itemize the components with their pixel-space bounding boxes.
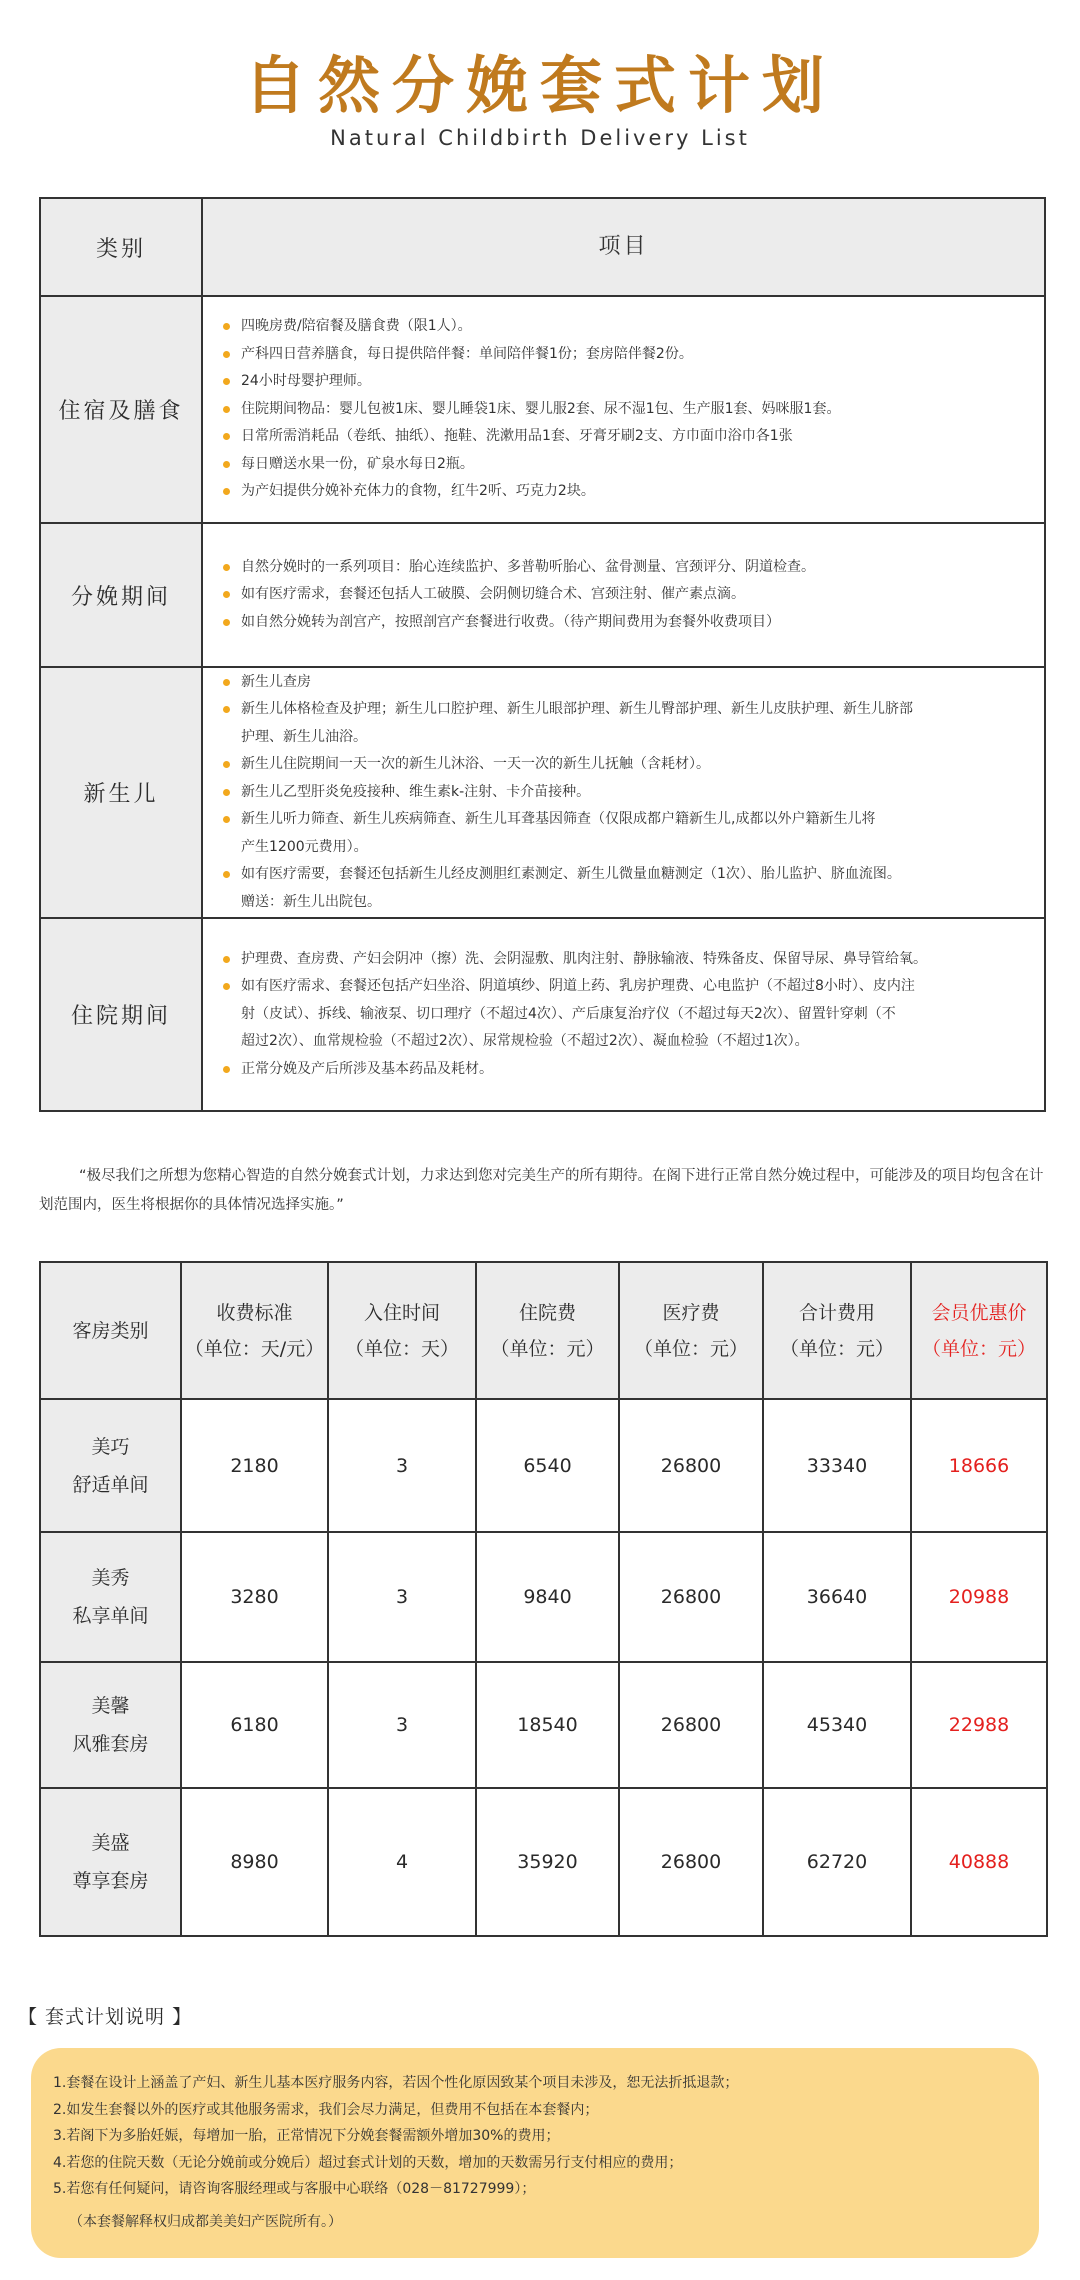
- services-table: [39, 197, 1046, 1112]
- medical-cell: 26800: [619, 1532, 763, 1662]
- list-item: 新生儿查房: [223, 669, 1024, 697]
- list-item: 如有医疗需要，套餐还包括新生儿经皮测胆红素测定、新生儿微量血糖测定（1次）、胎儿监护、脐血流图。: [223, 861, 1024, 889]
- stay-cell: 35920: [476, 1788, 619, 1936]
- column-header-line: （单位：天）: [344, 1337, 459, 1360]
- list-item: 新生儿体格检查及护理；新生儿口腔护理、新生儿眼部护理、新生儿臀部护理、新生儿皮肤护理、新生儿脐部: [223, 696, 1024, 724]
- page-title: 自然分娩套式计划: [243, 49, 836, 122]
- column-header: [181, 1262, 328, 1399]
- days-cell: 3: [328, 1532, 476, 1662]
- column-header-line: （单位：元）: [921, 1337, 1036, 1360]
- column-header-line: （单位：元）: [779, 1337, 894, 1360]
- room-type-line: 美馨: [91, 1695, 130, 1717]
- total-cell: 36640: [763, 1532, 911, 1662]
- column-header-line: 住院费: [518, 1301, 576, 1324]
- note-item: 1.套餐在设计上涵盖了产妇、新生儿基本医疗服务内容，若因个性化原因致某个项目未涉及，恕无法折抵退款；: [53, 2075, 739, 2091]
- member-cell: 18666: [911, 1399, 1047, 1532]
- list-item: 为产妇提供分娩补充体力的食物，红牛2听、巧克力2块。: [223, 478, 1024, 506]
- section-newborn: [41, 666, 1044, 917]
- days-cell: 4: [328, 1788, 476, 1936]
- list-item-continued: 射（皮试）、拆线、输液泵、切口理疗（不超过4次）、产后康复治疗仪（不超过每天2次）、留置针穿刺（不: [241, 1005, 896, 1022]
- column-header-line: 收费标准: [216, 1301, 293, 1324]
- note-item: 3.若阁下为多胎妊娠，每增加一胎，正常情况下分娩套餐需额外增加30%的费用；: [53, 2128, 560, 2144]
- section-hospital-stay: [41, 917, 1044, 1110]
- intro-quote: “极尽我们之所想为您精心智造的自然分娩套式计划，力求达到您对完美生产的所有期待。在阁下进行正常自然分娩过程中，可能涉及的项目均包含在计划范围内，医生将根据你的具体情况选择实施。”: [39, 1168, 1044, 1213]
- header-items: 项目: [203, 199, 1044, 295]
- list-item: 每日赠送水果一份，矿泉水每日2瓶。: [223, 451, 1024, 479]
- section-items: [203, 668, 1044, 917]
- page-subtitle: Natural Childbirth Delivery List: [330, 126, 750, 150]
- list-item: 住院期间物品：婴儿包被1床、婴儿睡袋1床、婴儿服2套、尿不湿1包、生产服1套、妈咪服1套。: [223, 396, 1024, 424]
- list-item: 新生儿听力筛查、新生儿疾病筛查、新生儿耳聋基因筛查（仅限成都户籍新生儿,成都以外户籍新生儿将: [223, 806, 1024, 834]
- list-item: 日常所需消耗品（卷纸、抽纸）、拖鞋、洗漱用品1套、牙膏牙刷2支、方巾面巾浴巾各1张: [223, 423, 1024, 451]
- column-header-line: （单位：元）: [490, 1337, 605, 1360]
- list-item: 如自然分娩转为剖宫产，按照剖宫产套餐进行收费。（待产期间费用为套餐外收费项目）: [223, 609, 1024, 637]
- column-header: [476, 1262, 619, 1399]
- total-cell: 45340: [763, 1662, 911, 1788]
- note-item: 4.若您的住院天数（无论分娩前或分娩后）超过套式计划的天数，增加的天数需另行支付相应的费用；: [53, 2154, 683, 2171]
- member-cell: 40888: [911, 1788, 1047, 1936]
- section-delivery: [41, 522, 1044, 666]
- total-cell: 62720: [763, 1788, 911, 1936]
- table-row: [40, 1788, 1047, 1936]
- stay-cell: 9840: [476, 1532, 619, 1662]
- days-cell: 3: [328, 1662, 476, 1788]
- section-accommodation: [41, 295, 1044, 522]
- column-header-line: 客房类别: [72, 1319, 149, 1342]
- room-type: [40, 1788, 181, 1936]
- note-item: 2.如发生套餐以外的医疗或其他服务需求，我们会尽力满足，但费用不包括在本套餐内；: [53, 2101, 599, 2118]
- list-item: 如有医疗需求，套餐还包括人工破膜、会阴侧切缝合术、宫颈注射、催产素点滴。: [223, 581, 1024, 609]
- medical-cell: 26800: [619, 1399, 763, 1532]
- section-category: 住宿及膳食: [41, 297, 203, 522]
- section-category: 住院期间: [41, 919, 203, 1110]
- table-row: [40, 1399, 1047, 1532]
- rate-cell: 3280: [181, 1532, 328, 1662]
- list-item: 四晚房费/陪宿餐及膳食费（限1人）。: [223, 313, 1024, 341]
- column-header-line: 合计费用: [798, 1301, 875, 1324]
- list-item-continued: 赠送：新生儿出院包。: [241, 893, 381, 910]
- column-header-line: 医疗费: [662, 1301, 720, 1324]
- rate-cell: 6180: [181, 1662, 328, 1788]
- list-item: 新生儿住院期间一天一次的新生儿沐浴、一天一次的新生儿抚触（含耗材）。: [223, 751, 1024, 779]
- section-items: [203, 919, 1044, 1110]
- room-type-line: 舒适单间: [72, 1473, 149, 1496]
- stay-cell: 18540: [476, 1662, 619, 1788]
- note-item: 5.若您有任何疑问，请咨询客服经理或与客服中心联络（028－81727999）；: [53, 2181, 536, 2197]
- member-cell: 22988: [911, 1662, 1047, 1788]
- medical-cell: 26800: [619, 1662, 763, 1788]
- price-table-header: [40, 1262, 1047, 1399]
- list-item: 如有医疗需求、套餐还包括产妇坐浴、阴道填纱、阴道上药、乳房护理费、心电监护（不超过8小时）、皮内注: [223, 973, 1024, 1001]
- room-type-line: 美盛: [91, 1832, 130, 1854]
- member-cell: 20988: [911, 1532, 1047, 1662]
- list-item: 自然分娩时的一系列项目：胎心连续监护、多普勒听胎心、盆骨测量、宫颈评分、阴道检查。: [223, 554, 1024, 582]
- list-item: 24小时母婴护理师。: [223, 368, 1024, 396]
- medical-cell: 26800: [619, 1788, 763, 1936]
- room-type-line: 尊享套房: [72, 1870, 149, 1892]
- column-header: [619, 1262, 763, 1399]
- list-item-continued: 产生1200元费用）。: [241, 838, 368, 855]
- notes-panel: [31, 2048, 1039, 2258]
- list-item: 正常分娩及产后所涉及基本药品及耗材。: [223, 1056, 1024, 1084]
- notes-list: [53, 2070, 1021, 2203]
- notes-title: 【 套式计划说明 】: [18, 2006, 193, 2028]
- column-header-line: （单位：元）: [633, 1337, 748, 1360]
- section-category: 分娩期间: [41, 524, 203, 666]
- column-header: [40, 1262, 181, 1399]
- rate-cell: 8980: [181, 1788, 328, 1936]
- rate-cell: 2180: [181, 1399, 328, 1532]
- column-header-line: 入住时间: [363, 1301, 440, 1324]
- price-table: [39, 1261, 1048, 1937]
- column-header: [763, 1262, 911, 1399]
- room-type: [40, 1399, 181, 1532]
- notes-footer: （本套餐解释权归成都美美妇产医院所有。）: [69, 2213, 342, 2230]
- section-category: 新生儿: [41, 668, 203, 917]
- days-cell: 3: [328, 1399, 476, 1532]
- list-item-continued: 超过2次）、血常规检验（不超过2次）、尿常规检验（不超过2次）、凝血检验（不超过1次）。: [241, 1033, 809, 1050]
- room-type-line: 美巧: [91, 1435, 130, 1458]
- column-header-line: （单位：天/元）: [184, 1337, 325, 1360]
- services-table-header: [41, 199, 1044, 295]
- section-items: [203, 524, 1044, 666]
- list-item-continued: 护理、新生儿油浴。: [241, 728, 367, 745]
- table-row: [40, 1532, 1047, 1662]
- list-item: 产科四日营养膳食，每日提供陪伴餐：单间陪伴餐1份；套房陪伴餐2份。: [223, 341, 1024, 369]
- room-type: [40, 1532, 181, 1662]
- room-type-line: 风雅套房: [72, 1733, 149, 1755]
- list-item: 护理费、查房费、产妇会阴冲（擦）洗、会阴湿敷、肌肉注射、静脉输液、特殊备皮、保留导尿、鼻导管给氧。: [223, 946, 1024, 974]
- section-items: [203, 297, 1044, 522]
- header-category: 类别: [41, 199, 203, 295]
- stay-cell: 6540: [476, 1399, 619, 1532]
- room-type-line: 美秀: [91, 1567, 130, 1589]
- column-header: [911, 1262, 1047, 1399]
- table-row: [40, 1662, 1047, 1788]
- column-header-line: 会员优惠价: [931, 1301, 1027, 1324]
- list-item: 新生儿乙型肝炎免疫接种、维生素k-注射、卡介苗接种。: [223, 779, 1024, 807]
- room-type-line: 私享单间: [72, 1605, 149, 1627]
- column-header: [328, 1262, 476, 1399]
- total-cell: 33340: [763, 1399, 911, 1532]
- room-type: [40, 1662, 181, 1788]
